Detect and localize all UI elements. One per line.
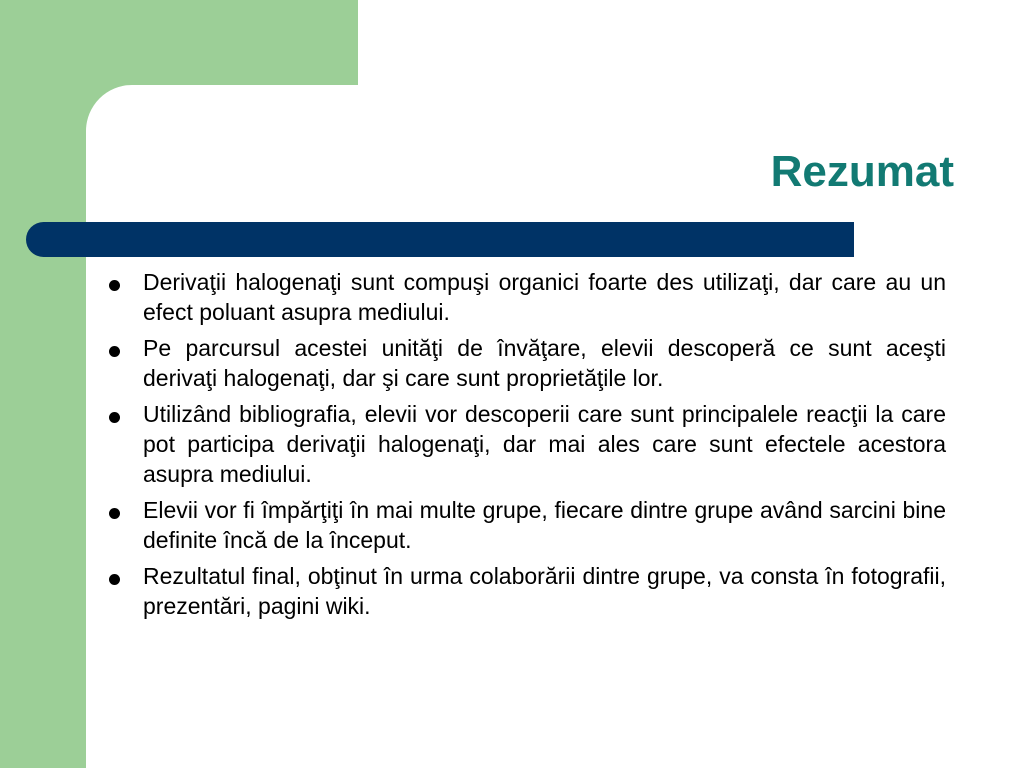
bullet-dot-icon: [109, 280, 120, 291]
bullet-text: Rezultatul final, obţinut în urma colaborării dintre grupe, va consta în fotografii, prezentări, pagini wiki.: [143, 563, 946, 619]
slide-body: [103, 267, 946, 627]
bullet-dot-icon: [109, 508, 120, 519]
bullet-dot-icon: [109, 574, 120, 585]
decorative-title-bar: [26, 222, 854, 257]
bullet-item: [103, 561, 946, 621]
slide-title: Rezumat: [770, 147, 954, 196]
bullet-item: [103, 333, 946, 393]
bullet-list: [103, 267, 946, 621]
bullet-item: [103, 399, 946, 489]
bullet-item: [103, 267, 946, 327]
bullet-text: Derivaţii halogenaţi sunt compuşi organici foarte des utilizaţi, dar care au un efect poluant asupra mediului.: [143, 269, 946, 325]
bullet-item: [103, 495, 946, 555]
bullet-text: Utilizând bibliografia, elevii vor descoperii care sunt principalele reacţii la care pot participa derivaţii halogenaţi, dar mai ales care sunt efectele acestora asupra mediului.: [143, 401, 946, 487]
bullet-dot-icon: [109, 346, 120, 357]
bullet-dot-icon: [109, 412, 120, 423]
bullet-text: Pe parcursul acestei unităţi de învăţare, elevii descoperă ce sunt aceşti derivaţi halogenaţi, dar şi care sunt proprietăţile lor.: [143, 335, 946, 391]
bullet-text: Elevii vor fi împărţiţi în mai multe grupe, fiecare dintre grupe având sarcini bine definite încă de la început.: [143, 497, 946, 553]
